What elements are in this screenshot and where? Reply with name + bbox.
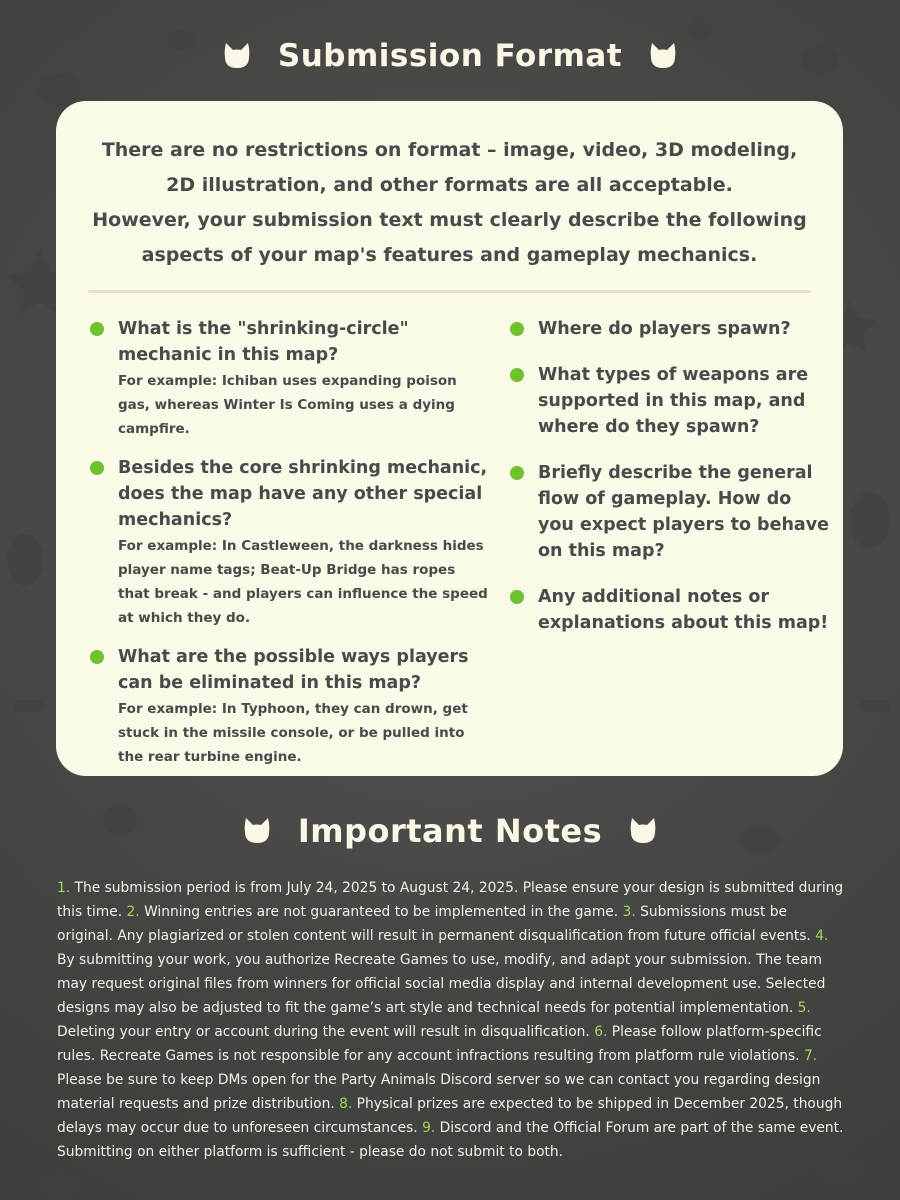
question-item [90, 644, 490, 769]
note-text: The submission period is from July 24, 2025 to August 24, 2025. Please ensure your design is submitted during this time. [57, 880, 844, 920]
cat-head-icon [242, 816, 272, 846]
intro-line: However, your submission text must clearly describe the following [92, 209, 807, 231]
cat-head-icon [648, 41, 678, 71]
cat-head-icon [222, 41, 252, 71]
submission-format-title: Submission Format [277, 38, 623, 74]
note-text: Winning entries are not guaranteed to be implemented in the game. [139, 904, 623, 920]
note-number: 7. [803, 1048, 818, 1064]
submission-format-header [0, 38, 900, 74]
note-number: 5. [797, 1000, 811, 1016]
submission-format-card [56, 101, 843, 776]
bullet-dot [90, 650, 104, 664]
intro-line: aspects of your map's features and gameplay mechanics. [141, 244, 758, 266]
question-item [510, 316, 830, 342]
example-text: For example: In Castleween, the darkness hides player name tags; Beat-Up Bridge has ropes that break - and players can influence the speed at which they do. [118, 538, 488, 626]
note-text: Physical prizes are expected to be shipped in December 2025, though delays may occur due to unforeseen circumstances. [57, 1096, 843, 1136]
note-number: 3. [622, 904, 636, 920]
bullet-dot [510, 466, 524, 480]
important-notes-text [57, 876, 847, 1164]
question-text: Briefly describe the general flow of gameplay. How do you expect players to behave on this map? [538, 463, 829, 561]
note-text: Please follow platform-specific rules. Recreate Games is not responsible for any account infractions resulting from platform rule violations. [57, 1024, 822, 1064]
question-text: Where do players spawn? [538, 319, 791, 339]
important-notes-header [0, 812, 900, 850]
question-item [90, 316, 490, 441]
note-number: 8. [339, 1096, 353, 1112]
question-text: Besides the core shrinking mechanic, does the map have any other special mechanics? [118, 458, 488, 530]
intro-line: 2D illustration, and other formats are all acceptable. [166, 174, 733, 196]
note-text: Discord and the Official Forum are part of the same event. Submitting on either platform is sufficient - please do not submit to both. [57, 1120, 844, 1160]
example-text: For example: Ichiban uses expanding poison gas, whereas Winter Is Coming uses a dying campfire. [118, 373, 457, 437]
question-item [510, 362, 830, 440]
note-number: 9. [422, 1120, 436, 1136]
note-number: 6. [594, 1024, 608, 1040]
question-text: Any additional notes or explanations about this map! [538, 587, 829, 633]
question-item [510, 460, 830, 564]
question-text: What are the possible ways players can be eliminated in this map? [118, 647, 469, 693]
intro-text [86, 133, 813, 273]
important-notes-title: Important Notes [297, 812, 603, 850]
question-text: What is the "shrinking-circle" mechanic in this map? [118, 319, 409, 365]
cat-head-icon [628, 816, 658, 846]
note-number: 1. [57, 880, 71, 896]
note-text: Submissions must be original. Any plagiarized or stolen content will result in permanent disqualification from future official events. [57, 904, 816, 944]
left-question-list [90, 316, 490, 783]
note-text: Please be sure to keep DMs open for the Party Animals Discord server so we can contact you regarding design material requests and prize distribution. [57, 1072, 821, 1112]
question-text: What types of weapons are supported in this map, and where do they spawn? [538, 365, 809, 437]
bullet-dot [90, 322, 104, 336]
note-text: By submitting your work, you authorize Recreate Games to use, modify, and adapt your submission. The team may request original files from winners for official social media display and internal development use. Selected designs may also be adjusted to fit the game’s art style and technical needs for potential implementation. [57, 952, 826, 1016]
question-item [510, 584, 830, 636]
question-item [90, 455, 490, 630]
bullet-dot [510, 368, 524, 382]
bullet-dot [90, 461, 104, 475]
divider [88, 290, 811, 293]
intro-line: There are no restrictions on format – image, video, 3D modeling, [101, 139, 798, 161]
note-number: 2. [126, 904, 140, 920]
note-text: Deleting your entry or account during the event will result in disqualification. [57, 1024, 595, 1040]
bullet-dot [510, 590, 524, 604]
right-question-list [510, 316, 830, 656]
example-text: For example: In Typhoon, they can drown, get stuck in the missile console, or be pulled into the rear turbine engine. [118, 701, 468, 765]
note-number: 4. [815, 928, 829, 944]
bullet-dot [510, 322, 524, 336]
